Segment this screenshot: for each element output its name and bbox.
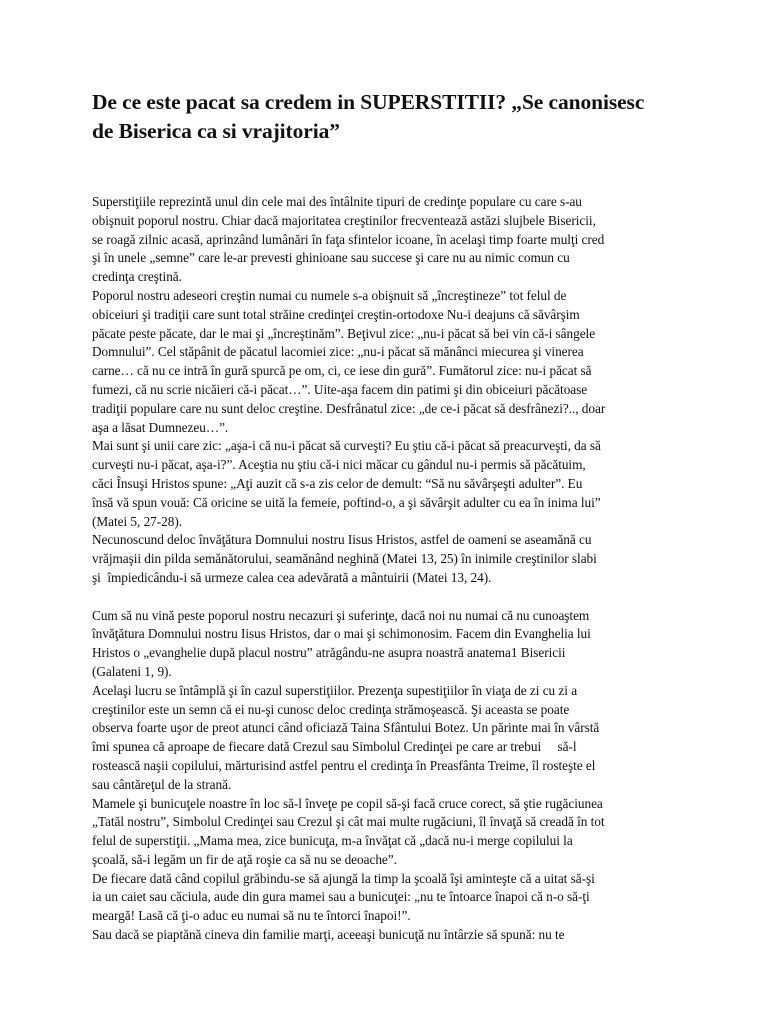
title-line: De ce este pacat sa credem in SUPERSTITII? „Se canonisesc (92, 90, 645, 114)
text-line: şi împiedicându-i să urmeze calea cea adevărată a mântuirii (Matei 13, 24). (92, 569, 492, 585)
paragraph (92, 193, 692, 287)
paragraph (92, 795, 692, 870)
article-body (92, 193, 692, 945)
text-line: meargă! Lasă că ţi-o aduc eu numai să nu te întorci înapoi!”. (92, 908, 411, 924)
text-line: Hristos o „evanghelie după placul nostru” atrăgându-ne asupra noastră anatema1 Bisericii (92, 645, 566, 661)
paragraph (92, 607, 692, 682)
text-line: observa foarte uşor de preot atunci când oficiază Taina Sfântului Botez. Un părinte mai în vârstă (92, 720, 600, 736)
text-line: (Galateni 1, 9). (92, 663, 172, 679)
document-title (92, 88, 712, 146)
paragraph (92, 531, 692, 587)
text-line: Sau dacă se piaptănă cineva din familie marţi, aceeaşi bunicuţă nu întârzie să spună: nu te (92, 927, 565, 943)
paragraph-spacer (92, 588, 692, 607)
text-line: învăţătura Domnului nostru Iisus Hristos, dar o mai şi schimonosim. Facem din Evanghelia lui (92, 626, 591, 642)
text-line: Domnului”. Cel stăpânit de păcatul lacomiei zice: „nu-i păcat să mănânci miecurea şi vinerea (92, 344, 584, 360)
text-line: sau cântăreţul de la strană. (92, 776, 232, 792)
text-line: Acelaşi lucru se întâmplă şi în cazul superstiţiilor. Prezenţa supestiţiilor în viaţa de zi cu zi a (92, 682, 578, 698)
text-line: însă vă spun vouă: Că oricine se uită la femeie, poftind-o, a şi săvârşit adulter cu ea în inima lui” (92, 494, 601, 510)
text-line: creştinilor este un semn că ei nu-şi cunosc deloc credinţa strămoşească. Şi aceasta se poate (92, 701, 570, 717)
text-line: tradiţii populare care nu sunt deloc creştine. Desfrânatul zice: „de ce-i păcat să desfrânezi?.., doar (92, 400, 606, 416)
text-line: Cum să nu vină peste poporul nostru necazuri şi suferinţe, dacă noi nu numai că nu cunoaştem (92, 607, 590, 623)
text-line: se roagă zilnic acasă, aprinzând lumânări în faţa sfintelor icoane, în acelaşi timp foarte mulţi cred (92, 231, 605, 247)
text-line: rostească naşii copilului, mărturisind astfel pentru el credinţa în Preasfânta Treime, îl rosteşte el (92, 757, 596, 773)
paragraph (92, 437, 692, 531)
text-line: credinţa creştină. (92, 269, 182, 285)
text-line: Necunoscund deloc învăţătura Domnului nostru Iisus Hristos, astfel de oameni se aseamănă cu (92, 532, 592, 548)
text-line: obişnuit poporul nostru. Chiar dacă majoritatea creştinilor frecventează astăzi slujbele Bisericii, (92, 212, 596, 228)
text-line: obiceiuri şi tradiţii care sunt total străine credinţei creştin-ortodoxe Nu-i deajuns că săvârşim (92, 306, 580, 322)
text-line: vrăjmaşii din pilda semănătorului, seamănând neghină (Matei 13, 25) în inimile creştinilor slabi (92, 551, 597, 567)
text-line: Poporul nostru adeseori creştin numai cu numele s-a obişnuit să „încreştineze” tot felul de (92, 287, 567, 303)
text-line: păcate peste păcate, dar le mai şi „încreştinăm”. Beţivul zice: „nu-i păcat să bei vin că-i sângele (92, 325, 596, 341)
text-line: fumezi, că nu scrie nicăieri că-i păcat…”. Uite-aşa facem din patimi şi din obiceiuri păcătoase (92, 381, 588, 397)
text-line: Mai sunt şi unii care zic: „aşa-i că nu-i păcat să curveşti? Eu ştiu că-i păcat să preacurveşti, da să (92, 438, 601, 454)
text-line: şcoală, să-i legăm un fir de aţă roşie ca să nu se deoache”. (92, 851, 397, 867)
text-line: Mamele şi bunicuţele noastre în loc să-l înveţe pe copil să-şi facă cruce corect, să ştie rugăciunea (92, 795, 603, 811)
paragraph (92, 926, 692, 945)
text-line: căci Însuşi Hristos spune: „Aţi auzit că s-a zis celor de demult: “Să nu săvârşeşti adulter”. Eu (92, 475, 583, 491)
paragraph (92, 682, 692, 795)
text-line: De fiecare dată când copilul grăbindu-se să ajungă la timp la şcoală îşi aminteşte că a uitat să-şi (92, 870, 595, 886)
text-line: îmi spunea că aproape de fiecare dată Crezul sau Simbolul Credinţei pe care ar trebui să-l (92, 739, 577, 755)
text-line: aşa a lăsat Dumnezeu…”. (92, 419, 229, 435)
text-line: şi în unele „semne” care le-ar prevesti ghinioane sau succese şi care nu au nimic comun cu (92, 250, 570, 266)
text-line: (Matei 5, 27-28). (92, 513, 182, 529)
paragraph (92, 287, 692, 437)
paragraph (92, 870, 692, 926)
text-line: curveşti nu-i păcat, aşa-i?”. Aceştia nu ştiu că-i nici măcar cu gândul nu-i permis să păcătuim, (92, 457, 586, 473)
text-line: felul de superstiţii. „Mama mea, zice bunicuţa, m-a învăţat că „dacă nu-i merge copilului la (92, 833, 573, 849)
text-line: ia un caiet sau căciula, aude din gura mamei sau a bunicuţei: „nu te întoarce înapoi că n-o să-ţi (92, 889, 590, 905)
text-line: carne… că nu ce intră în gură spurcă pe om, ci, ce iese din gură”. Fumătorul zice: nu-i păcat să (92, 363, 592, 379)
text-line: Superstiţiile reprezintă unul din cele mai des întâlnite tipuri de credinţe populare cu care s-au (92, 194, 582, 209)
text-line: „Tatăl nostru”, Simbolul Credinţei sau Crezul şi cât mai multe rugăciuni, îl învaţă să creadă în tot (92, 814, 605, 830)
title-line: de Biserica ca si vrajitoria” (92, 119, 340, 143)
